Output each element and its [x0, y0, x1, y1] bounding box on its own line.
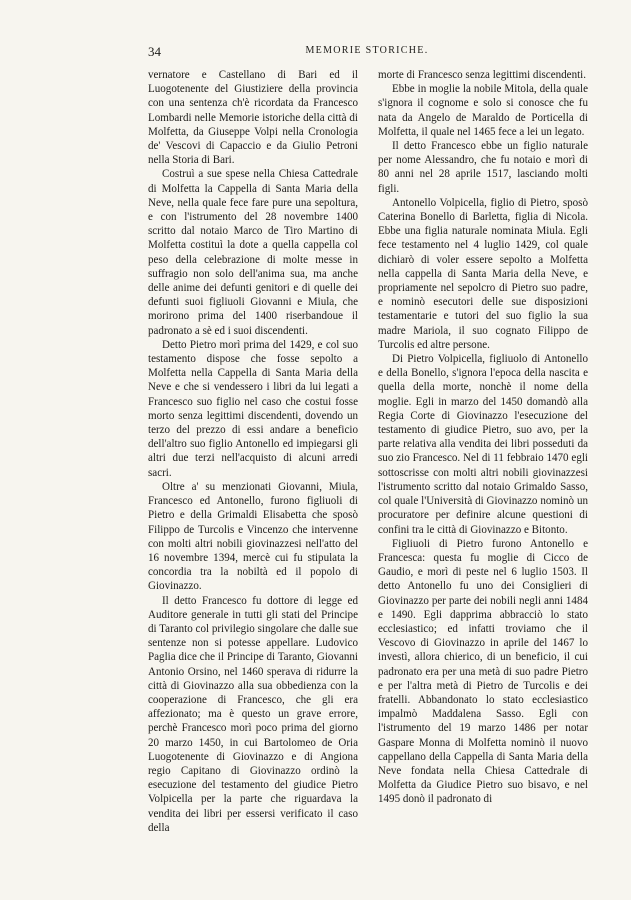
paragraph: Antonello Volpicella, figlio di Pietro, sposò Caterina Bonello di Barletta, figlia di Nicola. Ebbe una figlia naturale nominata Miula. Egli fece testamento nel 4 luglio 1429, col quale dichiarò di voler essere sepolto a Molfetta nella cappella di Santa Maria della Neve, e propriamente nel sepolcro di Pietro suo padre, e nominò esecutori delle sue disposizioni testamentarie e tutori del suo figlio la sua madre Mariola, il suo cognato Filippo de Turcolis ed altre persone. [378, 196, 588, 351]
paragraph: Il detto Francesco fu dottore di legge ed Auditore generale in tutti gli stati del Principe di Taranto col privilegio singolare che dalle sue sentenze non si potesse appellare. Ludovico Paglia dice che il Principe di Taranto, Giovanni Antonio Orsino, nel 1460 sperava di ridurre la città di Giovinazzo alla sua obbedienza con la cooperazione di Francesco, che gli era affezionato; ma è questo un grave errore, perchè Francesco morì poco prima del giorno 20 marzo 1450, in cui Bartolomeo de Oria Luogotenente di Giovinazzo e di Angiona regio Capitano di Giovinazzo ordinò la esecuzione del testamento del giudice Pietro Volpicella per la parte che riguardava la vendita dei libri per essersi verificato il caso della [148, 594, 358, 834]
page-number: 34 [148, 44, 161, 59]
running-head [148, 44, 586, 60]
running-title: MEMORIE STORICHE. [305, 45, 429, 56]
paragraph: Il detto Francesco ebbe un figlio naturale per nome Alessandro, che fu notaio e morì di 80 anni nel 28 aprile 1517, lasciando molti figli. [378, 140, 588, 195]
right-text-column [378, 68, 588, 807]
paragraph: Di Pietro Volpicella, figliuolo di Antonello e della Bonello, s'ignora l'epoca della nascita e quella della morte, nonchè il nome della moglie. Egli in marzo del 1450 domandò alla Regia Corte di Giovinazzo l'esecuzione del testamento di giudice Pietro, suo avo, per la parte relativa alla vendita dei libri posseduti da suo zio Francesco. Nel di 11 febbraio 1470 egli sottoscrisse con molti altri nobili giovinazzesi l'istrumento scritto dal notaio Grimaldo Sasso, col quale l'Università di Giovinazzo nominò un procuratore per definire alcune questioni di confini tra le città di Giovinazzo e Bitonto. [378, 353, 588, 536]
paragraph: Detto Pietro morì prima del 1429, e col suo testamento dispose che fosse sepolto a Molfetta nella Cappella di Santa Maria della Neve e che si vendessero i libri da lui legati a Francesco suo figlio nel caso che costui fosse morto senza legittimi discendenti, dovendo un terzo del prezzo di essi andare a beneficio dell'altro suo figlio Antonello ed impiegarsi gli altri due terzi nell'acquisto di alcuni arredi sacri. [148, 338, 358, 479]
paragraph: morte di Francesco senza legittimi discendenti. [378, 69, 586, 81]
paragraph: Ebbe in moglie la nobile Mitola, della quale s'ignora il cognome e solo si conosce che fu nata da Angelo de Maraldo de Porticella di Molfetta, il quale nel 1465 fece a lei un legato. [378, 83, 588, 138]
left-text-column [148, 68, 358, 835]
paragraph: vernatore e Castellano di Bari ed il Luogotenente del Giustiziere della provincia con una sentenza ch'è ricordata da Francesco Lombardi nelle Memorie istoriche della città di Molfetta, da Giuseppe Volpi nella Cronologia de' Vescovi di Capaccio e da Giulio Petroni nella Storia di Bari. [148, 69, 358, 167]
paragraph: Costruì a sue spese nella Chiesa Cattedrale di Molfetta la Cappella di Santa Maria della Neve, nella quale fece fare pure una sepoltura, e con l'istrumento del 28 novembre 1400 scritto dal notaio Marco de Tiro Martino di Molfetta costituì la dote a quella cappella col peso della celebrazione di molte messe in suffragio non solo dell'anima sua, ma anche delle anime dei defunti genitori e di quelle dei defunti suoi figliuoli Giovanni e Miula, che morirono prima del 1400 riserbandoue il padronato a sè ed i suoi discendenti. [148, 168, 358, 337]
paragraph: Oltre a' su menzionati Giovanni, Miula, Francesco ed Antonello, furono figliuoli di Pietro e della Grimaldi Elisabetta che sposò Filippo de Turcolis e Vincenzo che intervenne con molti altri nobili giovinazzesi nell'atto del 16 novembre 1394, mercè cui fu stipulata la concordia tra la nobiltà ed il popolo di Giovinazzo. [148, 480, 358, 593]
paragraph: Figliuoli di Pietro furono Antonello e Francesca: questa fu moglie di Cicco de Gaudio, e morì di peste nel 6 luglio 1503. Il detto Antonello fu uno dei Consiglieri di Giovinazzo per parte dei nobili negli anni 1484 e 1490. Egli dapprima abbracciò lo stato ecclesiastico; ed infatti troviamo che il Vescovo di Giovinazzo in aprile del 1467 lo investì, allora chierico, di un beneficio, il cui padronato era per una metà di suo padre Pietro e per l'altra metà di Pietro de Turcolis e dei fratelli. Abbandonato lo stato ecclesiastico impalmò Maddalena Sasso. Egli con l'istrumento del 19 marzo 1486 per notar Gaspare Monna di Molfetta nominò il nuovo cappellano della Cappella di Santa Maria della Neve fondata nella Chiesa Cattedrale di Molfetta da Giudice Pietro suo bisavo, e nel 1495 donò il padronato di [378, 537, 588, 806]
